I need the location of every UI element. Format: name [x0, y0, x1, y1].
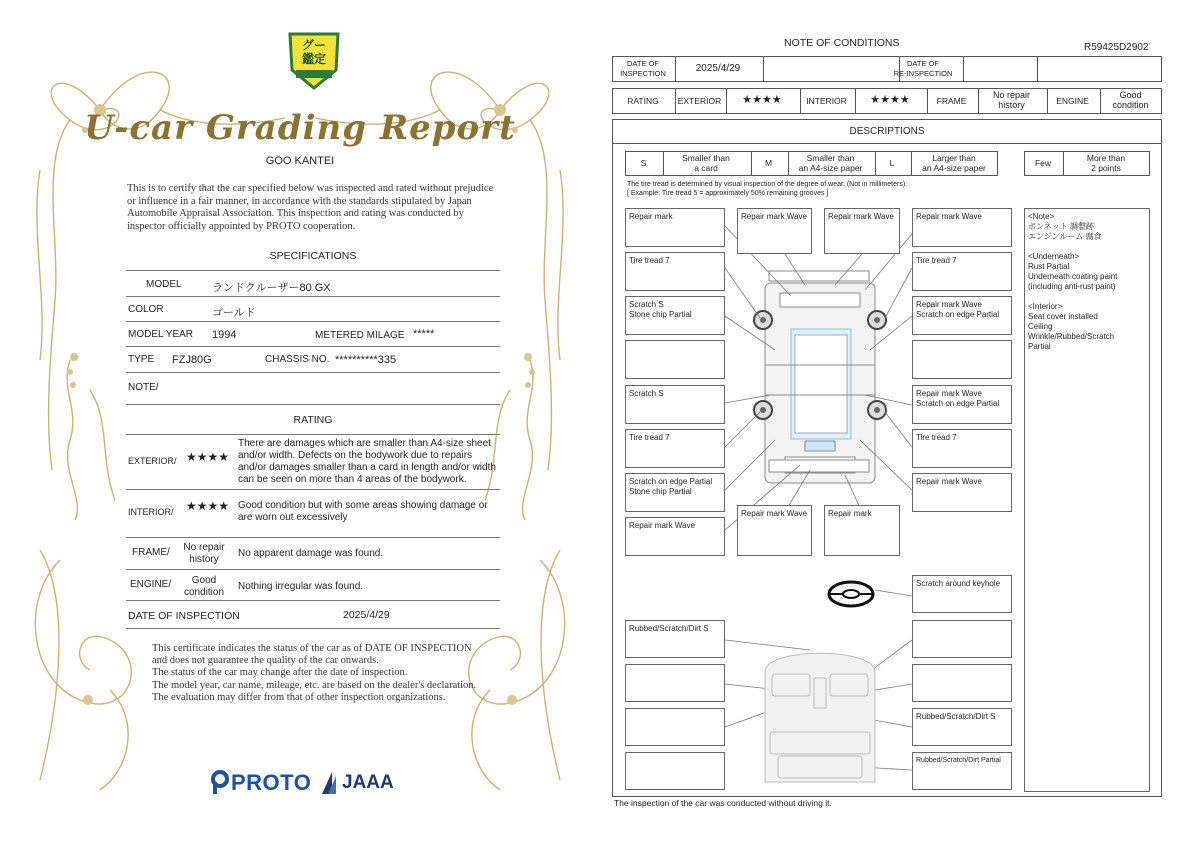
divider	[126, 296, 500, 297]
certificate-subtitle: GOO KANTEI	[265, 155, 335, 167]
divider	[126, 537, 500, 538]
legend-l: L	[889, 158, 895, 168]
divider	[126, 628, 500, 629]
callout-box: Scratch around keyhole	[912, 575, 1012, 613]
proto-logo-icon	[211, 770, 229, 794]
color-label: COLOR	[128, 304, 164, 315]
date-inspection-value: 2025/4/29	[695, 63, 741, 74]
rating-heading: RATING	[293, 414, 333, 426]
callout-box: Scratch S	[625, 385, 725, 424]
noc-frame-value: No repair history	[992, 90, 1030, 110]
callout-box: Scratch S Stone chip Partial	[625, 296, 725, 335]
engine-description: Nothing irregular was found.	[238, 581, 364, 592]
callout-box	[625, 708, 725, 746]
rating-label: RATING	[627, 96, 659, 106]
callout-box: Repair mark Wave	[824, 208, 900, 254]
divider	[126, 270, 500, 271]
mileage-value: *****	[413, 328, 435, 340]
model-year-value: 1994	[212, 329, 237, 341]
divider	[126, 434, 500, 435]
tire-tread-note: The tire tread is determined by visual inspection of the degree of wear. (Not in millimeters). [ Example: Tire tread 5 = approximately 50% remaining grooves ]	[627, 181, 908, 197]
descriptions-heading: DESCRIPTIONS	[849, 126, 925, 137]
badge-label: グー 鑑定	[301, 38, 326, 66]
callout-box	[625, 340, 725, 379]
callout-box: Repair mark	[625, 208, 725, 247]
callout-box	[912, 664, 1012, 702]
jaaa-logo-icon	[320, 770, 340, 796]
frame-value: No repair history	[183, 542, 225, 565]
divider	[126, 372, 500, 373]
exterior-stars: ★★★★	[186, 450, 230, 464]
legend-few: Few	[1034, 158, 1052, 168]
inspection-date-label: DATE OF INSPECTION	[128, 610, 240, 622]
callout-box: Repair mark Wave	[912, 473, 1012, 512]
certificate-footer: This certificate indicates the status of the car as of DATE OF INSPECTION and does not guarantee the quality of the car onwards. The status of the car may change after the date of inspection. The model year, car name, mileage, etc. are based on the dealer's declaration. The evaluation may differ from that of other inspection organizations.	[152, 643, 477, 703]
callout-box: Repair mark Wave	[737, 505, 812, 556]
model-label: MODEL	[146, 279, 182, 290]
certificate-intro: This is to certify that the car specified below was inspected and rated without prejudice or influence in a fair manner, in accordance with the standards stipulated by Japan Automobile Appraisal Association. This inspection and rating was conducted by inspector officially appointed by PROTO cooperation.	[127, 183, 494, 232]
engine-label: ENGINE/	[130, 579, 172, 590]
noc-title: NOTE OF CONDITIONS	[784, 37, 900, 49]
steering-wheel-icon	[826, 578, 876, 610]
divider	[126, 346, 500, 347]
type-value: FZJ80G	[172, 354, 212, 366]
callout-box: Rubbed/Scratch/Dirt S	[912, 708, 1012, 746]
date-inspection-label: DATE OF INSPECTION	[620, 59, 666, 78]
model-value: ランドクルーザー80 GX	[212, 282, 331, 294]
color-value: ゴールド	[212, 307, 256, 319]
noc-engine-label: ENGINE	[1056, 96, 1089, 106]
interior-description: Good condition but with some areas showing damage or are worn out excessively	[238, 500, 488, 523]
callout-box: Repair mark Wave Scratch on edge Partial	[912, 385, 1012, 424]
noc-interior-label: INTERIOR	[806, 96, 847, 106]
divider	[126, 489, 500, 490]
re-inspection-label: DATE OF RE-INSPECTION	[893, 59, 953, 78]
car-interior-diagram	[750, 632, 890, 792]
divider	[126, 569, 500, 570]
exterior-description: There are damages which are smaller than A4-size sheet and/or width. Defects on the bodywork due to repairs and/or damages smaller than a card in length and/or width can be seen on more than 4 areas of the bodywork.	[238, 438, 496, 485]
frame-description: No apparent damage was found.	[238, 548, 384, 559]
report-id: R59425D2902	[1084, 42, 1149, 53]
jaaa-logo-text: JAAA	[342, 772, 394, 793]
callout-box: Tire tread 7	[912, 252, 1012, 291]
noc-footer: The inspection of the car was conducted without driving it.	[614, 798, 832, 808]
callout-box: Repair mark	[824, 505, 900, 556]
callout-box: Tire tread 7	[912, 429, 1012, 468]
frame-label: FRAME/	[132, 547, 170, 558]
callout-box: Repair mark Wave	[737, 208, 812, 254]
chassis-label: CHASSIS NO.	[265, 354, 330, 365]
interior-stars: ★★★★	[186, 499, 230, 513]
callout-box: Rubbed/Scratch/Dirt S	[625, 620, 725, 658]
proto-logo-text: PROTO	[231, 770, 312, 795]
model-year-label: MODEL YEAR	[128, 329, 194, 340]
chassis-value: **********335	[335, 354, 397, 366]
callout-box: Tire tread 7	[625, 252, 725, 291]
callout-box: Repair mark Wave Scratch on edge Partial	[912, 296, 1012, 335]
noc-exterior-stars: ★★★★	[742, 94, 782, 106]
callout-box: Scratch on edge Partial Stone chip Partial	[625, 473, 725, 512]
noc-interior-stars: ★★★★	[870, 94, 910, 106]
callout-box	[625, 752, 725, 790]
legend-m: M	[764, 158, 773, 168]
noc-exterior-label: EXTERIOR	[677, 96, 722, 106]
interior-label: INTERIOR/	[128, 507, 174, 517]
legend-s-desc: Smaller than a card	[682, 153, 730, 173]
callout-box: Tire tread 7	[625, 429, 725, 468]
certificate-title: U-car Grading Report	[84, 108, 516, 148]
engine-value: Good condition	[183, 575, 225, 598]
legend-few-desc: More than 2 points	[1086, 153, 1126, 173]
noc-engine-value: Good condition	[1112, 90, 1149, 110]
callout-box	[625, 664, 725, 702]
inspection-date-value: 2025/4/29	[343, 609, 390, 621]
legend-s: S	[640, 158, 647, 168]
divider	[126, 600, 500, 601]
divider	[126, 321, 500, 322]
type-label: TYPE	[128, 354, 155, 365]
noc-frame-label: FRAME	[936, 96, 967, 106]
divider	[126, 404, 500, 405]
mileage-label: METERED MILAGE	[315, 330, 405, 341]
callout-box	[912, 340, 1012, 379]
callout-box: Repair mark Wave	[625, 517, 725, 556]
callout-box: Repair mark Wave	[912, 208, 1012, 247]
callout-box	[912, 620, 1012, 658]
inspection-notes-panel: <Note> ボンネット 調整跡 エンジンルーム 腐食 <Underneath> Rust Partial Underneath coating paint (including anti-rust paint) <Interior> Seat cover installed Ceiling Wrinkle/Rubbed/Scratch Partial	[1024, 208, 1150, 792]
specifications-heading: SPECIFICATIONS	[269, 250, 357, 262]
exterior-label: EXTERIOR/	[128, 456, 177, 466]
note-label: NOTE/	[128, 382, 159, 393]
legend-l-desc: Larger than an A4-size paper	[922, 153, 986, 173]
legend-m-desc: Smaller than an A4-size paper	[798, 153, 863, 173]
note-of-conditions	[600, 0, 1200, 848]
callout-box: Rubbed/Scratch/Dirt Partial	[912, 752, 1012, 790]
